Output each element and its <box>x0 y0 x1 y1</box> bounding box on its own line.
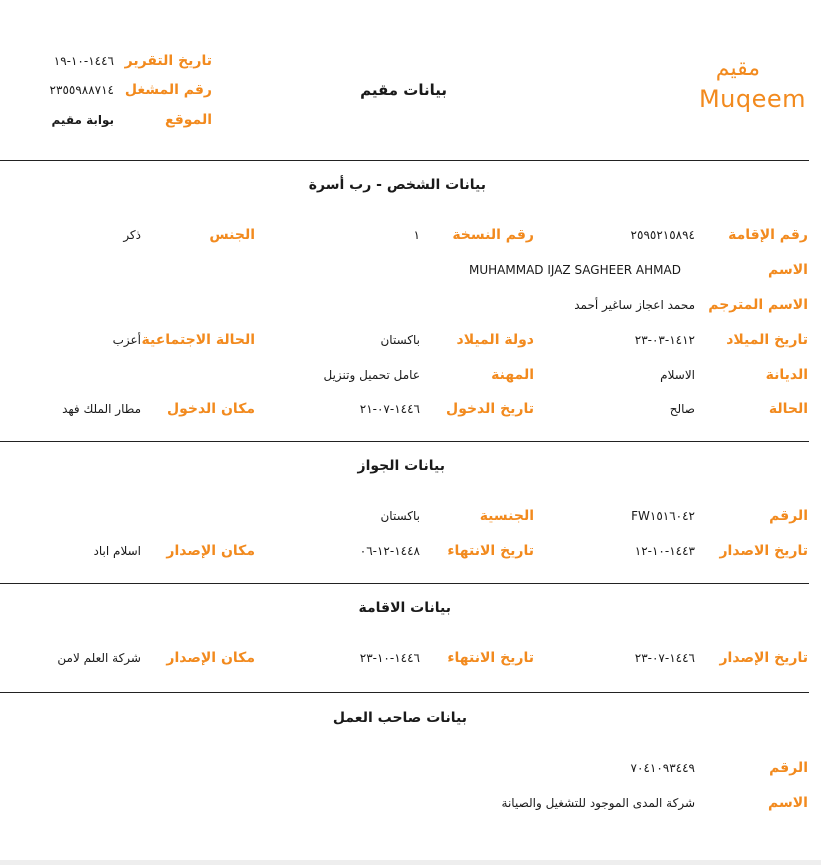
passport-expiry-label: تاريخ الانتهاء <box>447 543 534 559</box>
marital-status-value: أعزب <box>112 333 141 347</box>
occupation-label: المهنة <box>491 367 534 383</box>
person-section-title: بيانات الشخص - رب أسرة <box>308 177 486 193</box>
status-label: الحالة <box>768 401 808 417</box>
name-label: الاسم <box>768 262 808 278</box>
birth-date-label: تاريخ الميلاد <box>726 332 808 348</box>
entry-date-value: ١٤٤٦-٠٧-٢١ <box>359 402 420 416</box>
iqama-issue-date-value: ١٤٤٦-٠٧-٢٣ <box>634 651 695 665</box>
passport-issue-place-value: اسلام اباد <box>93 544 141 558</box>
passport-number-value: FW١٥١٦٠٤٢ <box>631 509 695 523</box>
iqama-issue-place-label: مكان الإصدار <box>166 650 255 666</box>
iqama-no-value: ٢٥٩٥٢١٥٨٩٤ <box>630 228 695 242</box>
iqama-expiry-value: ١٤٤٦-١٠-٢٣ <box>359 651 420 665</box>
divider <box>0 692 809 693</box>
location-value: بوابة مقيم <box>51 113 114 127</box>
iqama-no-label: رقم الإقامة <box>728 227 808 243</box>
iqama-section-title: بيانات الاقامة <box>358 600 451 616</box>
employer-section-title: بيانات صاحب العمل <box>332 710 467 726</box>
bottom-edge <box>0 860 821 865</box>
passport-expiry-value: ١٤٤٨-١٢-٠٦ <box>359 544 420 558</box>
iqama-issue-date-label: تاريخ الإصدار <box>719 650 808 666</box>
logo-arabic: مقيم <box>715 56 760 81</box>
entry-place-value: مطار الملك فهد <box>62 402 141 416</box>
operator-no-value: ٢٣٥٥٩٨٨٧١٤ <box>49 83 114 97</box>
divider <box>0 441 809 442</box>
gender-value: ذكر <box>123 228 141 242</box>
divider <box>0 583 809 584</box>
page-title: بيانات مقيم <box>360 81 447 99</box>
translated-name-value: محمد اعجاز ساغير أحمد <box>574 298 695 312</box>
nationality-label: الجنسية <box>479 508 534 524</box>
passport-issue-date-value: ١٤٤٣-١٠-١٢ <box>634 544 695 558</box>
employer-number-value: ٧٠٤١٠٩٣٤٤٩ <box>630 761 695 775</box>
logo-english: Muqeem <box>698 85 806 113</box>
employer-name-value: شركة المدى الموجود للتشغيل والصيانة <box>501 796 695 810</box>
copy-no-label: رقم النسخة <box>452 227 534 243</box>
divider <box>0 160 809 161</box>
birth-country-label: دولة الميلاد <box>456 332 534 348</box>
nationality-value: باكستان <box>380 509 420 523</box>
location-label: الموقع <box>165 112 212 128</box>
passport-issue-date-label: تاريخ الاصدار <box>719 543 808 559</box>
report-date-label: تاريخ التقرير <box>124 53 212 69</box>
translated-name-label: الاسم المترجم <box>708 297 808 313</box>
report-date-value: ١٤٤٦-١٠-١٩ <box>53 54 114 68</box>
entry-place-label: مكان الدخول <box>166 401 255 417</box>
operator-no-label: رقم المشغل <box>124 82 212 98</box>
passport-issue-place-label: مكان الإصدار <box>166 543 255 559</box>
copy-no-value: ١ <box>413 228 420 242</box>
religion-value: الاسلام <box>660 368 695 382</box>
entry-date-label: تاريخ الدخول <box>446 401 534 417</box>
passport-section-title: بيانات الجواز <box>357 458 445 474</box>
occupation-value: عامل تحميل وتنزيل <box>323 368 420 382</box>
iqama-issue-place-value: شركة العلم لامن <box>57 651 141 665</box>
marital-status-label: الحالة الاجتماعية <box>141 332 255 348</box>
iqama-expiry-label: تاريخ الانتهاء <box>447 650 534 666</box>
employer-number-label: الرقم <box>769 760 808 776</box>
employer-name-label: الاسم <box>768 795 808 811</box>
birth-date-value: ١٤١٢-٠٣-٢٣ <box>634 333 695 347</box>
passport-number-label: الرقم <box>769 508 808 524</box>
name-value: MUHAMMAD IJAZ SAGHEER AHMAD <box>469 263 681 277</box>
status-value: صالح <box>669 402 695 416</box>
birth-country-value: باكستان <box>380 333 420 347</box>
religion-label: الديانة <box>765 367 808 383</box>
gender-label: الجنس <box>209 227 255 243</box>
